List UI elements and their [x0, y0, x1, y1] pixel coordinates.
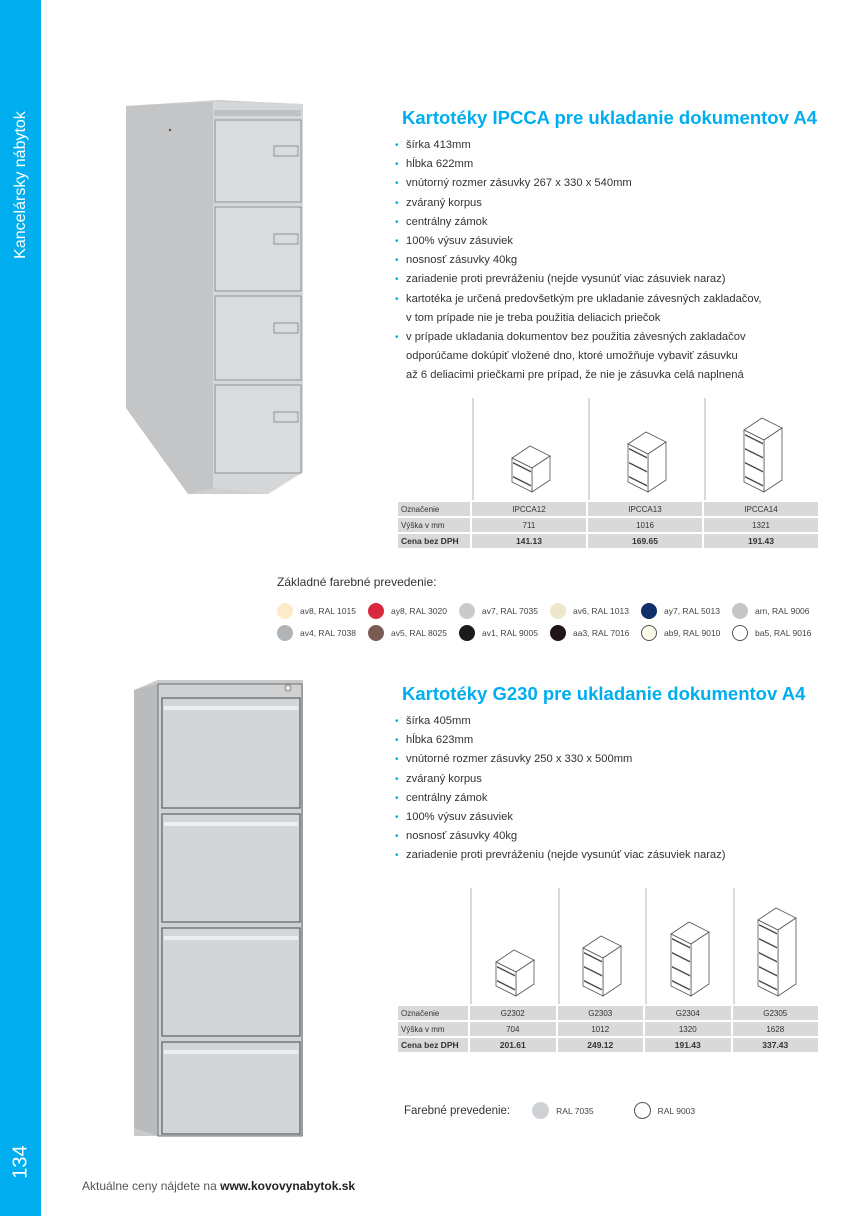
color-label: ay8, RAL 3020	[391, 606, 447, 616]
color-swatch	[532, 1102, 594, 1119]
table-cell: 201.61	[470, 1038, 556, 1052]
color-swatch	[732, 625, 823, 641]
cabinet-line-icon	[732, 398, 792, 498]
color-swatch	[459, 603, 550, 619]
color-label: av5, RAL 8025	[391, 628, 447, 638]
page-number: 134	[9, 1145, 32, 1179]
color-dot	[550, 625, 566, 641]
model-image-cell	[645, 888, 731, 1004]
color-dot	[732, 625, 748, 641]
ipcca-cabinet-photo	[118, 98, 318, 498]
feature-text: • zariadenie proti prevráženiu (nejde vysunúť viac zásuviek naraz)	[406, 273, 726, 286]
section-title: Kancelársky nábytok	[12, 111, 29, 259]
color-label: arn, RAL 9006	[755, 606, 810, 616]
feature-item	[392, 194, 762, 213]
feature-text: až 6 deliacimi priečkami pre prípad, že nie je zásuvka celá naplnená	[406, 369, 744, 382]
feature-item	[392, 251, 762, 270]
footer-note	[82, 1179, 355, 1193]
color-swatch	[368, 625, 459, 641]
cabinet-line-icon	[659, 902, 719, 1002]
color-dot	[459, 625, 475, 641]
color-label: ay7, RAL 5013	[664, 606, 720, 616]
feature-text: • hĺbka 623mm	[406, 734, 474, 747]
table-cell: 249.12	[558, 1038, 644, 1052]
table-cell: 337.43	[733, 1038, 819, 1052]
feature-item	[392, 232, 762, 251]
table-cell: G2305	[733, 1006, 819, 1020]
color-label: ab9, RAL 9010	[664, 628, 721, 638]
table-cell: 1320	[645, 1022, 731, 1036]
product-title-ipcca: Kartotéky IPCCA pre ukladanie dokumentov A4	[402, 107, 817, 128]
price-table-ipcca	[396, 396, 820, 550]
color-dot	[732, 603, 748, 619]
cabinet-line-icon	[616, 398, 676, 498]
feature-text: • zváraný korpus	[406, 196, 482, 209]
feature-item	[392, 808, 725, 827]
g230-cabinet-photo	[128, 678, 308, 1138]
designation-row	[398, 502, 818, 516]
sidebar	[0, 0, 41, 1216]
feature-item	[392, 750, 725, 769]
footer-text: Aktuálne ceny nájdete na	[82, 1179, 221, 1193]
color-dot	[368, 625, 384, 641]
color-swatch	[277, 603, 368, 619]
color-label: av4, RAL 7038	[300, 628, 356, 638]
color-label: ba5, RAL 9016	[755, 628, 812, 638]
color-dot	[550, 603, 566, 619]
row-label: Označenie	[398, 1006, 468, 1020]
table-cell: 191.43	[704, 534, 818, 548]
feature-text: • vnútorné rozmer zásuvky 250 x 330 x 500mm	[406, 753, 633, 766]
row-label: Výška v mm	[398, 518, 470, 532]
row-label: Cena bez DPH	[398, 534, 470, 548]
g230-colors	[404, 1102, 695, 1119]
feature-item	[392, 174, 762, 193]
color-dot	[277, 625, 293, 641]
table-cell: 711	[472, 518, 586, 532]
color-label: av7, RAL 7035	[482, 606, 538, 616]
feature-text: • nosnosť zásuvky 40kg	[406, 254, 518, 267]
color-dot	[368, 603, 384, 619]
feature-item	[392, 136, 762, 155]
feature-list-ipcca	[392, 136, 762, 386]
color-label: RAL 9003	[657, 1105, 696, 1116]
feature-item	[392, 270, 762, 289]
color-swatch	[277, 625, 368, 641]
price-row	[398, 534, 818, 548]
feature-text: • hĺbka 622mm	[406, 158, 474, 171]
color-dot	[532, 1102, 549, 1119]
cabinet-line-icon	[500, 398, 560, 498]
cabinet-line-icon	[571, 902, 631, 1002]
table-cell: G2302	[470, 1006, 556, 1020]
feature-text: • centrálny zámok	[406, 791, 488, 804]
model-image-cell	[558, 888, 644, 1004]
g230-colors-heading: Farebné prevedenie:	[404, 1104, 511, 1117]
row-label: Výška v mm	[398, 1022, 468, 1036]
image-row	[398, 398, 818, 500]
color-label: av8, RAL 1015	[300, 606, 356, 616]
table-cell: 1321	[704, 518, 818, 532]
feature-item	[392, 827, 725, 846]
color-dot	[641, 625, 657, 641]
feature-text: • kartotéka je určená predovšetkým pre ukladanie závesných zakladačov,	[406, 292, 762, 305]
color-swatch-grid	[277, 603, 823, 641]
feature-text: odporúčame dokúpiť vložené dno, ktoré umožňuje vybaviť zásuvku	[406, 350, 738, 363]
product-title-g230: Kartotéky G230 pre ukladanie dokumentov A4	[402, 683, 806, 704]
model-image-cell	[470, 888, 556, 1004]
model-image-cell	[704, 398, 818, 500]
color-swatch	[634, 1102, 696, 1119]
cabinet-line-icon	[746, 902, 806, 1002]
color-swatch	[641, 625, 732, 641]
feature-item	[392, 213, 762, 232]
feature-text: • centrálny zámok	[406, 215, 488, 228]
color-label: av6, RAL 1013	[573, 606, 629, 616]
table-cell: 141.13	[472, 534, 586, 548]
row-label: Označenie	[398, 502, 470, 516]
color-label: av1, RAL 9005	[482, 628, 538, 638]
feature-item	[392, 328, 762, 386]
color-swatch	[641, 603, 732, 619]
row-label: Cena bez DPH	[398, 1038, 468, 1052]
image-row	[398, 888, 818, 1004]
feature-text: • 100% výsuv zásuviek	[406, 811, 513, 824]
table-cell: IPCCA14	[704, 502, 818, 516]
feature-text: • zváraný korpus	[406, 772, 482, 785]
color-swatch	[459, 625, 550, 641]
table-cell: 169.65	[588, 534, 702, 548]
color-dot	[634, 1102, 651, 1119]
table-cell: IPCCA12	[472, 502, 586, 516]
feature-item	[392, 731, 725, 750]
feature-text: • vnútorný rozmer zásuvky 267 x 330 x 540mm	[406, 177, 632, 190]
table-corner	[398, 398, 470, 500]
feature-text: • šírka 405mm	[406, 715, 471, 727]
color-swatch	[368, 603, 459, 619]
feature-text: v tom prípade nie je treba použitia deliacich priečok	[406, 311, 661, 324]
table-cell: 1012	[558, 1022, 644, 1036]
feature-item	[392, 155, 762, 174]
table-cell: 191.43	[645, 1038, 731, 1052]
color-label: aa3, RAL 7016	[573, 628, 630, 638]
height-row	[398, 1022, 818, 1036]
feature-item	[392, 846, 725, 865]
height-row	[398, 518, 818, 532]
color-dot	[277, 603, 293, 619]
feature-item	[392, 290, 762, 328]
color-swatch	[550, 603, 641, 619]
feature-item	[392, 789, 725, 808]
model-image-cell	[472, 398, 586, 500]
price-row	[398, 1038, 818, 1052]
table-cell: G2304	[645, 1006, 731, 1020]
color-label: RAL 7035	[556, 1105, 594, 1116]
feature-text: • v prípade ukladania dokumentov bez použitia závesných zakladačov	[406, 331, 746, 344]
table-cell: 704	[470, 1022, 556, 1036]
table-cell: 1016	[588, 518, 702, 532]
table-cell: G2303	[558, 1006, 644, 1020]
color-swatch	[732, 603, 823, 619]
price-table-g230	[396, 886, 820, 1054]
feature-text: • nosnosť zásuvky 40kg	[406, 830, 518, 843]
footer-website-link[interactable]: www.kovovynabytok.sk	[220, 1179, 356, 1193]
cabinet-line-icon	[484, 902, 544, 1002]
designation-row	[398, 1006, 818, 1020]
table-cell: IPCCA13	[588, 502, 702, 516]
table-cell: 1628	[733, 1022, 819, 1036]
feature-text: • zariadenie proti prevráženiu (nejde vysunúť viac zásuviek naraz)	[406, 849, 726, 862]
feature-text: • šírka 413mm	[406, 139, 471, 151]
color-dot	[459, 603, 475, 619]
feature-list-g230	[392, 712, 725, 866]
feature-item	[392, 770, 725, 789]
model-image-cell	[733, 888, 819, 1004]
colors-heading: Základné farebné prevedenie:	[277, 575, 437, 589]
color-dot	[641, 603, 657, 619]
feature-item	[392, 712, 725, 731]
feature-text: • 100% výsuv zásuviek	[406, 235, 513, 248]
table-corner	[398, 888, 468, 1004]
color-swatch	[550, 625, 641, 641]
model-image-cell	[588, 398, 702, 500]
